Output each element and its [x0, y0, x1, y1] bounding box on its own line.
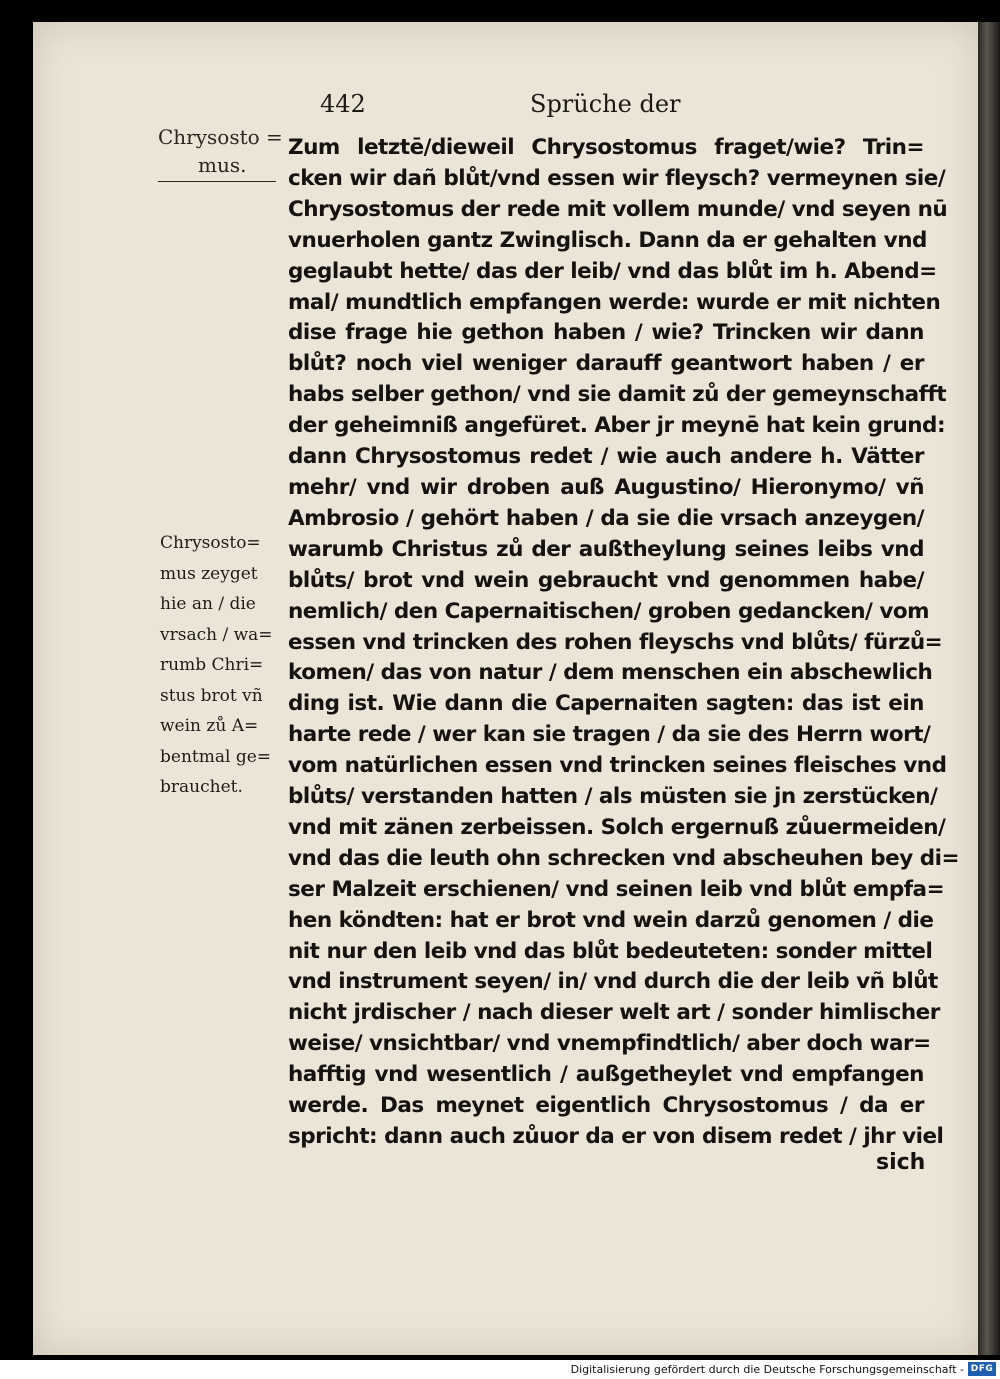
marginal-note-line: Chrysosto= — [160, 533, 261, 553]
page-header — [320, 90, 720, 126]
marginal-rule — [158, 181, 276, 182]
text-line: Ambrosio / gehört haben / da sie die vrsach anzeygen/ — [288, 505, 924, 531]
text-line: habs selber gethon/ vnd sie damit zů der gemeynschafft — [288, 382, 947, 408]
marginal-note-line: bentmal ge= — [160, 746, 272, 767]
text-line: der geheimniß angefüret. Aber jr meynē hat kein grund: — [288, 413, 946, 439]
text-line: vnd instrument seyen/ in/ vnd durch die der leib vñ blůt — [288, 969, 938, 995]
text-line: vnd mit zänen zerbeissen. Solch ergernuß zůuermeiden/ — [288, 814, 946, 840]
marginal-heading — [158, 123, 288, 182]
text-line: vnuerholen gantz Zwinglisch. Dann da er gehalten vnd — [288, 227, 927, 253]
text-line: nicht jrdischer / nach dieser welt art / sonder himlischer — [288, 1000, 940, 1026]
marginal-note-line: rumb Chri= — [160, 655, 264, 675]
text-line: ding ist. Wie dann die Capernaiten sagten: das ist ein — [288, 691, 924, 717]
text-line: harte rede / wer kan sie tragen / da sie des Herrn wort/ — [288, 722, 931, 748]
text-line: cken wir dañ blůt/vnd essen wir fleysch? vermeynen sie/ — [288, 165, 946, 191]
text-line: blůts/ verstanden hatten / als müsten sie jn zerstücken/ — [288, 784, 938, 810]
text-line: nit nur den leib vnd das blůt bedeuteten: sonder mittel — [288, 938, 933, 964]
text-line: mal/ mundtlich empfangen werde: wurde er mit nichten — [288, 289, 941, 315]
catchword: sich — [876, 1150, 926, 1175]
marginal-note-line: vrsach / wa= — [160, 624, 273, 645]
marginal-note-line: stus brot vñ — [160, 685, 263, 706]
text-line: mehr/ vnd wir droben auß Augustino/ Hieronymo/ vñ — [288, 474, 924, 500]
marginal-note-line: wein zů A= — [160, 716, 259, 736]
text-line: hafftig vnd wesentlich / außgetheylet vnd empfangen — [288, 1062, 924, 1088]
footer-bar — [0, 1360, 1000, 1379]
text-line: vom natürlichen essen vnd trincken seines fleisches vnd — [288, 753, 947, 779]
marginal-heading-line: Chrysosto = — [158, 125, 283, 149]
text-line: warumb Christus zů der außtheylung seines leibs vnd — [288, 536, 924, 562]
text-line: weise/ vnsichtbar/ vnd vnempfindtlich/ aber doch war= — [288, 1031, 931, 1057]
marginal-note-line: brauchet. — [160, 777, 243, 797]
text-line: Chrysostomus der rede mit vollem munde/ vnd seyen nū — [288, 196, 948, 222]
text-line: hen köndten: hat er brot vnd wein darzů genomen / die — [288, 907, 934, 933]
text-line: blůts/ brot vnd wein gebraucht vnd genommen habe/ — [288, 567, 924, 593]
body-text — [288, 133, 960, 1153]
text-line: blůt? noch viel weniger darauff geantwort haben / er — [288, 351, 924, 377]
marginal-note — [160, 528, 286, 803]
text-line: komen/ das von natur / dem menschen ein abschewlich — [288, 660, 933, 686]
marginal-note-line: hie an / die — [160, 594, 256, 614]
text-line: spricht: dann auch zůuor da er von disem redet / jhr viel — [288, 1124, 944, 1149]
text-line: dann Chrysostomus redet / wie auch andere h. Vätter — [288, 444, 924, 470]
text-line: essen vnd trincken des rohen fleyschs vnd blůts/ fürzů= — [288, 629, 943, 655]
dfg-logo-icon[interactable]: DFG — [968, 1362, 996, 1376]
text-line: ser Malzeit erschienen/ vnd seinen leib vnd blůt empfa= — [288, 876, 945, 902]
marginal-heading-line: mus. — [198, 153, 247, 177]
funding-notice: Digitalisierung gefördert durch die Deutsche Forschungsgemeinschaft - — [570, 1363, 964, 1376]
page-edge — [978, 22, 1000, 1355]
text-line: werde. Das meynet eigentlich Chrysostomus / da er — [288, 1093, 924, 1119]
text-line: nemlich/ den Capernaitischen/ groben gedancken/ vom — [288, 598, 930, 624]
text-line: dise frage hie gethon haben / wie? Trincken wir dann — [288, 320, 924, 346]
running-head: Sprüche der — [530, 90, 681, 118]
page-number: 442 — [320, 90, 366, 118]
marginal-note-line: mus zeyget — [160, 563, 258, 584]
text-line: vnd das die leuth ohn schrecken vnd abscheuhen bey di= — [288, 845, 960, 871]
text-line: geglaubt hette/ das der leib/ vnd das blůt im h. Abend= — [288, 258, 937, 284]
text-line: Zum letztē/dieweil Chrysostomus fraget/wie? Trin= — [288, 135, 924, 160]
